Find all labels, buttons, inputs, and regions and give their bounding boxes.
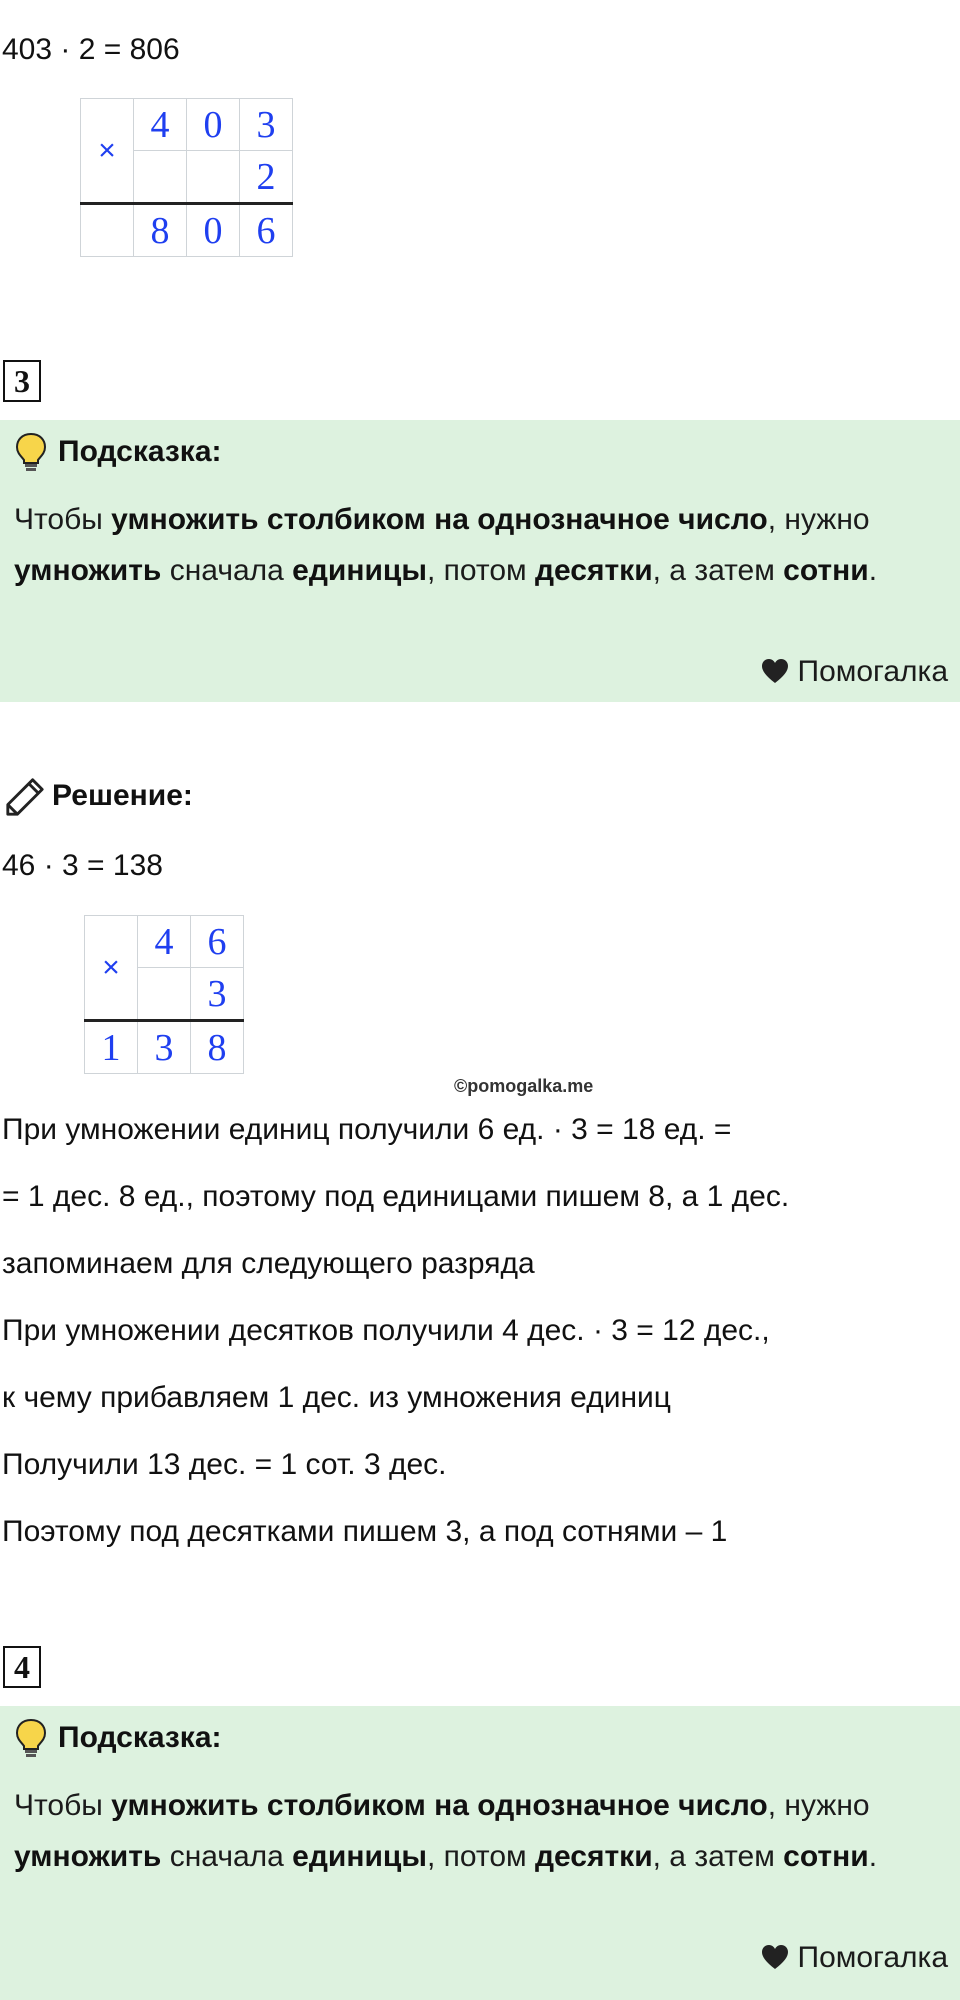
digit-cell: 6 <box>191 916 244 968</box>
digit-cell: 3 <box>191 968 244 1021</box>
equation-403: 403 · 2 = 806 <box>2 33 180 66</box>
heart-icon <box>760 1943 790 1971</box>
hint-title: Подсказка: <box>58 1721 222 1754</box>
lightbulb-icon <box>14 432 48 472</box>
result-cell: 0 <box>187 204 240 257</box>
brand-link[interactable] <box>760 1938 949 1978</box>
hint-box-task3 <box>0 420 960 702</box>
brand-label: Помогалка <box>797 655 948 688</box>
multiplication-grid-403 <box>80 98 293 257</box>
digit-cell: 2 <box>240 151 293 204</box>
multiply-sign: × <box>81 99 134 204</box>
solution-title: Решение: <box>52 779 193 812</box>
digit-cell <box>187 151 240 204</box>
solution-line: запоминаем для следующего разряда <box>2 1247 535 1280</box>
task-number-3: 3 <box>3 360 41 402</box>
result-cell: 8 <box>191 1021 244 1074</box>
result-cell: 1 <box>85 1021 138 1074</box>
multiplication-grid-46 <box>84 915 244 1074</box>
digit-cell: 3 <box>240 99 293 151</box>
brand-label: Помогалка <box>797 1941 948 1974</box>
multiply-sign: × <box>85 916 138 1021</box>
hint-text: Чтобы умножить столбиком на однозначное число, нужно умножить сначала единицы, потом десятки, а затем сотни. <box>14 1789 878 1873</box>
result-cell: 3 <box>138 1021 191 1074</box>
heart-icon <box>760 657 790 685</box>
watermark: ©pomogalka.me <box>454 1076 594 1096</box>
hint-box-task4 <box>0 1706 960 2000</box>
brand-link[interactable] <box>760 652 949 692</box>
result-cell: 8 <box>134 204 187 257</box>
solution-line: Получили 13 дес. = 1 сот. 3 дес. <box>2 1448 447 1481</box>
equation-46: 46 · 3 = 138 <box>2 849 163 882</box>
digit-cell <box>138 968 191 1021</box>
digit-cell <box>134 151 187 204</box>
digit-cell: 4 <box>138 916 191 968</box>
lightbulb-icon <box>14 1718 48 1758</box>
result-cell: 6 <box>240 204 293 257</box>
task-number-4: 4 <box>3 1646 41 1688</box>
solution-line: к чему прибавляем 1 дес. из умножения единиц <box>2 1381 671 1414</box>
result-cell <box>81 204 134 257</box>
solution-line: = 1 дес. 8 ед., поэтому под единицами пишем 8, а 1 дес. <box>2 1180 790 1213</box>
digit-cell: 0 <box>187 99 240 151</box>
solution-line: При умножении единиц получили 6 ед. · 3 = 18 ед. = <box>2 1113 732 1146</box>
digit-cell: 4 <box>134 99 187 151</box>
pencil-icon <box>4 776 46 818</box>
solution-line: При умножении десятков получили 4 дес. · 3 = 12 дес., <box>2 1314 770 1347</box>
hint-text: Чтобы умножить столбиком на однозначное число, нужно умножить сначала единицы, потом десятки, а затем сотни. <box>14 503 878 587</box>
hint-title: Подсказка: <box>58 435 222 468</box>
solution-line: Поэтому под десятками пишем 3, а под сотнями – 1 <box>2 1515 728 1548</box>
